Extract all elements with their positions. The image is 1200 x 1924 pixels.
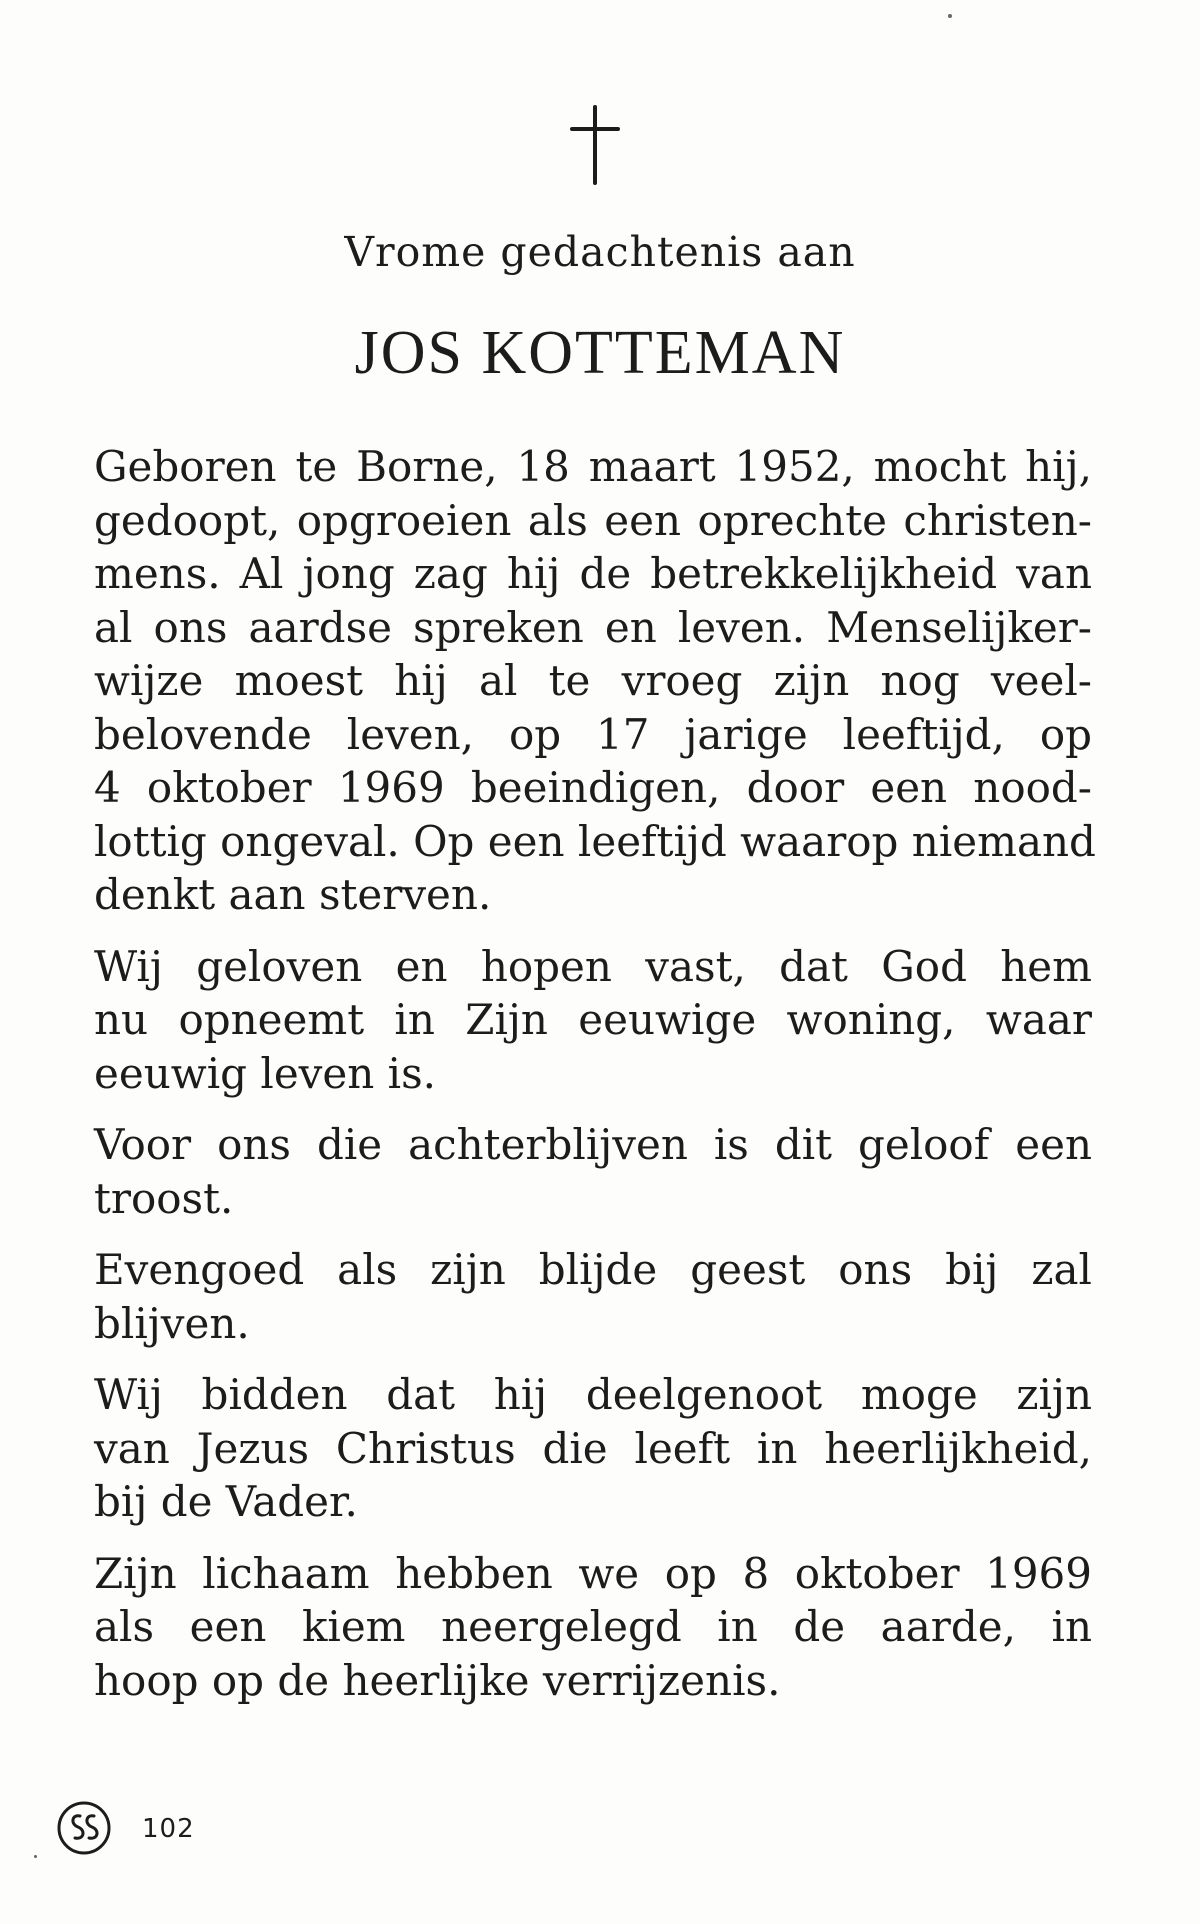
text-line: wijze moest hij al te vroeg zijn nog veel- — [94, 656, 1092, 705]
text-line: troost. — [94, 1173, 234, 1223]
text-line: lottig ongeval. Op een leeftijd waarop niemand — [94, 816, 1096, 866]
paragraph — [94, 1118, 1092, 1225]
paragraph — [94, 1547, 1092, 1708]
paper-speck — [948, 14, 952, 18]
text-line: Evengoed als zijn blijde geest ons bij zal — [94, 1245, 1092, 1294]
text-line: van Jezus Christus die leeft in heerlijkheid, — [94, 1423, 1092, 1473]
subtitle: Vrome gedachtenis aan — [344, 228, 856, 276]
text-line: gedoopt, opgroeien als een oprechte christen- — [94, 495, 1092, 545]
paragraph — [94, 1368, 1092, 1529]
text-line: hoop op de heerlijke verrijzenis. — [94, 1655, 781, 1705]
text-line: Voor ons die achterblijven is dit geloof een — [94, 1120, 1092, 1169]
text-line: eeuwig leven is. — [94, 1048, 436, 1098]
paper-speck — [34, 1855, 37, 1858]
text-line: als een kiem neergelegd in de aarde, in — [94, 1602, 1092, 1651]
printer-seal-icon — [56, 1800, 112, 1856]
text-line: Wij geloven en hopen vast, dat God hem — [94, 941, 1092, 991]
text-line: Zijn lichaam hebben we op 8 oktober 1969 — [94, 1548, 1092, 1598]
text-line: nu opneemt in Zijn eeuwige woning, waar — [94, 995, 1092, 1044]
text-line: belovende leven, op 17 jarige leeftijd, op — [94, 709, 1092, 759]
card-number: 102 — [142, 1814, 195, 1844]
paragraph — [94, 440, 1096, 922]
cross-icon — [570, 105, 620, 190]
text-line: denkt aan sterven. — [94, 870, 492, 919]
memorial-text — [94, 440, 1096, 1725]
text-line: al ons aardse spreken en leven. Menselijker- — [94, 602, 1092, 652]
text-line: bij de Vader. — [94, 1477, 358, 1526]
text-line: mens. Al jong zag hij de betrekkelijkheid van — [94, 549, 1092, 598]
text-line: 4 oktober 1969 beeindigen, door een nood- — [94, 763, 1092, 812]
paragraph — [94, 1243, 1092, 1350]
deceased-name: JOS KOTTEMAN — [354, 319, 846, 387]
text-line: Geboren te Borne, 18 maart 1952, mocht hij, — [94, 442, 1092, 491]
paragraph — [94, 940, 1092, 1101]
text-line: Wij bidden dat hij deelgenoot moge zijn — [94, 1370, 1092, 1419]
text-line: blijven. — [94, 1298, 250, 1348]
